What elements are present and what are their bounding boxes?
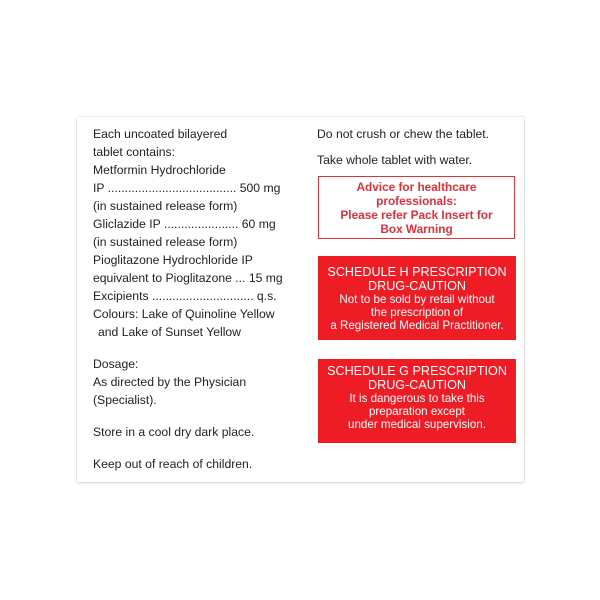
- instructions-column: [317, 125, 517, 169]
- schedule-h-line: Not to be sold by retail without: [339, 293, 495, 306]
- advice-line: Please refer Pack Insert for: [340, 208, 493, 222]
- dosage-heading: Dosage:: [93, 357, 139, 371]
- schedule-g-line: It is dangerous to take this: [349, 392, 485, 405]
- composition-line: equivalent to Pioglitazone ... 15 mg: [93, 271, 283, 285]
- composition-line: IP ...................................... 500 mg: [93, 181, 281, 195]
- advice-line: Box Warning: [380, 222, 453, 236]
- schedule-h-title: SCHEDULE H PRESCRIPTION: [327, 265, 507, 279]
- children-warning: Keep out of reach of children.: [93, 457, 253, 471]
- schedule-g-line: under medical supervision.: [348, 418, 486, 432]
- water-instruction: Take whole tablet with water.: [317, 153, 473, 167]
- composition-line: Pioglitazone Hydrochloride IP: [93, 253, 253, 267]
- schedule-g-title: SCHEDULE G PRESCRIPTION: [327, 364, 507, 378]
- composition-line: Each uncoated bilayered: [93, 127, 228, 141]
- composition-column: [93, 125, 308, 473]
- storage-text: Store in a cool dry dark place.: [93, 425, 255, 439]
- composition-line: Metformin Hydrochloride: [93, 163, 226, 177]
- composition-line: Colours: Lake of Quinoline Yellow: [93, 307, 275, 321]
- composition-line: Excipients .............................. q.s.: [93, 289, 277, 303]
- dosage-line: (Specialist).: [93, 393, 157, 407]
- schedule-g-box: [318, 359, 516, 443]
- crush-instruction: Do not crush or chew the tablet.: [317, 127, 490, 141]
- composition-line: (in sustained release form): [93, 199, 238, 213]
- dosage-line: As directed by the Physician: [93, 375, 247, 389]
- schedule-h-box: [318, 256, 516, 340]
- schedule-h-subtitle: DRUG-CAUTION: [368, 279, 466, 293]
- schedule-g-line: preparation except: [368, 405, 466, 419]
- composition-line: (in sustained release form): [93, 235, 238, 249]
- advice-line: Advice for healthcare: [356, 180, 477, 194]
- schedule-h-line: a Registered Medical Practitioner.: [330, 319, 504, 333]
- composition-line: and Lake of Sunset Yellow: [98, 325, 241, 339]
- schedule-g-subtitle: DRUG-CAUTION: [368, 378, 466, 392]
- advice-box: [318, 176, 515, 239]
- advice-line: professionals:: [376, 194, 457, 208]
- carton-panel: [77, 117, 524, 482]
- composition-line: Gliclazide IP ...................... 60 mg: [93, 217, 276, 231]
- composition-line: tablet contains:: [93, 145, 175, 159]
- schedule-h-line: the prescription of: [370, 306, 464, 320]
